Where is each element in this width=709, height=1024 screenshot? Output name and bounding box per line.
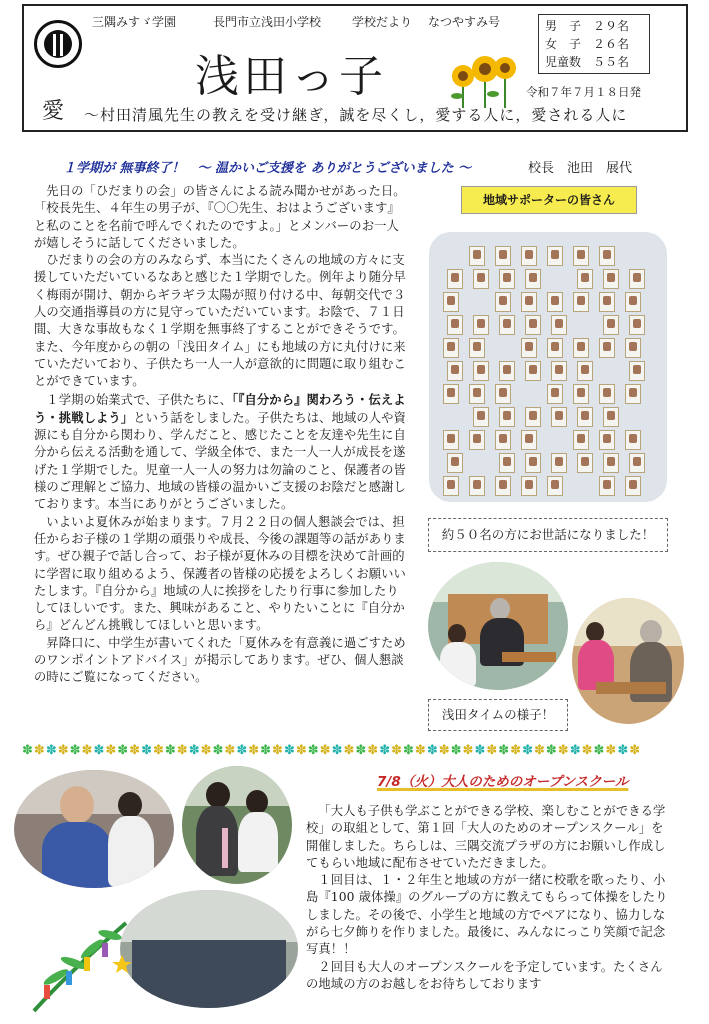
- name-card: [443, 384, 459, 404]
- name-card: [599, 338, 615, 358]
- tanabata-bamboo-icon: [26, 915, 136, 1015]
- divider-flower: ✽: [462, 744, 474, 758]
- paragraph: 先日の「ひだまりの会」の皆さんによる読み聞かせがあった日。「校長先生、４年生の男子が、『〇〇先生、おはようございます』と私のことを名前で呼んでくれたのですよ。」とメンバーのお一人が嬉しそうに話してくださいました。: [34, 184, 406, 250]
- name-card: [573, 292, 589, 312]
- divider-flower: ✽: [581, 744, 593, 758]
- name-card: [629, 269, 645, 289]
- divider-flower: ✽: [188, 744, 200, 758]
- name-card: [473, 361, 489, 381]
- divider-flower: ✽: [510, 744, 522, 758]
- name-card: [625, 338, 641, 358]
- divider-flower: ✽: [438, 744, 450, 758]
- name-card: [499, 407, 515, 427]
- name-card: [521, 338, 537, 358]
- name-card: [547, 338, 563, 358]
- divider-flower: ✽: [248, 744, 260, 758]
- name-card: [603, 315, 619, 335]
- name-card: [551, 407, 567, 427]
- divider-flower: ✽: [117, 744, 129, 758]
- name-card: [447, 315, 463, 335]
- paragraph: 昇降口に、中学生が書いてくれた「夏休みを有意義に過ごすためのワンポイントアドバイス」が掲示してあります。ぜひ、個人懇談の時にご覧になってください。: [34, 635, 406, 685]
- divider-flower: ✽: [57, 744, 69, 758]
- name-card: [469, 430, 485, 450]
- name-card: [573, 338, 589, 358]
- name-card: [625, 430, 641, 450]
- divider-flower: ✽: [474, 744, 486, 758]
- divider-flower: ✽: [93, 744, 105, 758]
- name-card: [551, 453, 567, 473]
- name-card: [577, 407, 593, 427]
- divider-flower: ✽: [272, 744, 283, 758]
- name-card: [629, 453, 645, 473]
- name-card: [599, 476, 615, 496]
- name-card: [469, 476, 485, 496]
- name-card: [525, 315, 541, 335]
- name-card: [495, 292, 511, 312]
- divider-flower: ✽: [152, 744, 164, 758]
- divider-flower: ✽: [176, 744, 188, 758]
- name-card: [547, 476, 563, 496]
- name-card: [443, 430, 459, 450]
- divider-flower: ✽: [331, 744, 343, 758]
- open-school-photo: [182, 766, 292, 884]
- name-card: [599, 430, 615, 450]
- divider-flower: ✽: [498, 744, 510, 758]
- newsletter-title: 浅田っ子: [195, 51, 387, 102]
- divider-flower: ✽: [414, 744, 426, 758]
- asada-time-photo: [428, 562, 568, 690]
- group-photo: [120, 890, 298, 1008]
- school-name: 長門市立浅田小学校: [213, 15, 322, 29]
- paragraph: ２回目も大人のオープンスクールを予定しています。たくさんの地域の方のお越しをお待ちしております: [306, 959, 663, 991]
- school-emblem-icon: [34, 20, 82, 68]
- name-card: [625, 384, 641, 404]
- name-card: [499, 453, 515, 473]
- section1-title: １学期が 無事終了！ ～ 温かいご支援を ありがとうございました ～: [63, 161, 472, 176]
- name-card: [499, 361, 515, 381]
- school-motto: ～村田清風先生の教えを受け継ぎ，誠を尽くし，愛する人に，愛される人に: [84, 106, 628, 124]
- supporters-label: 地域サポーターの皆さん: [461, 186, 637, 214]
- section2-title: 7/8（火）大人のためのオープンスクール: [377, 774, 629, 790]
- divider-flower: ✽: [557, 744, 569, 758]
- divider-flower: ✽: [307, 744, 319, 758]
- divider-flower: ✽: [533, 744, 545, 758]
- paragraph-text: １学期の始業式で、子供たちに、: [46, 392, 233, 407]
- name-card: [573, 384, 589, 404]
- divider-flower: ✽: [33, 744, 45, 758]
- divider-flower: ✽: [129, 744, 141, 758]
- name-card: [573, 246, 589, 266]
- name-card: [525, 453, 541, 473]
- name-card: [495, 430, 511, 450]
- asada-time-photo: [572, 598, 684, 724]
- sunflower-icon: [445, 52, 517, 108]
- paragraph: １回目は、１・２年生と地域の方が一緒に校歌を歌ったり、小島『100 歳体操』のグループの方に教えてもらって体操をしたりしました。その後で、小学生と地域の方でペアになり、協力しながら七夕飾りを作りました。最後に、みんなにっこり笑顔で記念写真！！: [306, 873, 668, 957]
- divider-flower: ✽: [105, 744, 117, 758]
- divider-flower: ✽: [522, 744, 533, 758]
- name-card: [625, 292, 641, 312]
- divider-flower: ✽: [343, 744, 355, 758]
- open-school-article: [306, 803, 674, 993]
- divider-flower: ✽: [295, 744, 307, 758]
- name-card: [551, 315, 567, 335]
- name-card: [495, 476, 511, 496]
- divider-flower: ✽: [200, 744, 212, 758]
- divider-flower: ✽: [593, 744, 605, 758]
- boys-count: 男 子 ２９名: [545, 19, 630, 33]
- name-card: [525, 407, 541, 427]
- divider-flower: ✽: [260, 744, 272, 758]
- name-card: [469, 246, 485, 266]
- name-card: [443, 476, 459, 496]
- divider-flower: ✽: [486, 744, 498, 758]
- divider-flower: ✽: [545, 744, 557, 758]
- paragraph-text: という話をしました。子供たちは、地域の人や資源にも自分から関わり、学んだこと、感じたことを友達や先生に自分から伝える活動を通して、学級全体で、また一人一人が成長を遂げた１学期でした。児童一人一人の努力は勿論のこと、保護者の皆様のご理解とご協力、地域の皆様の温かいご支援のお陰だと感謝しております。本当にありがとうございました。: [34, 410, 406, 512]
- divider-flower: ✽: [629, 744, 641, 758]
- newsletter-type: 学校だより: [352, 15, 413, 29]
- divider-flower: ✽: [164, 744, 176, 758]
- name-card: [447, 361, 463, 381]
- divider-flower: ✽: [391, 744, 402, 758]
- name-card: [603, 453, 619, 473]
- issue-name: なつやすみ号: [428, 15, 501, 29]
- name-card: [525, 269, 541, 289]
- enrollment-box: [538, 14, 650, 74]
- name-card: [521, 476, 537, 496]
- name-card: [625, 476, 641, 496]
- principal-message: [34, 183, 406, 687]
- divider-flower: ✽: [319, 744, 331, 758]
- name-card: [547, 246, 563, 266]
- name-card: [599, 292, 615, 312]
- name-card: [629, 361, 645, 381]
- divider-flower: ✽: [426, 744, 438, 758]
- issue-date: 令和７年７月１８日発: [526, 85, 641, 99]
- name-card: [577, 453, 593, 473]
- name-card: [603, 269, 619, 289]
- divider-flower: ✽: [212, 744, 224, 758]
- divider-flower: ✽: [224, 744, 236, 758]
- paragraph: ひだまりの会の方のみならず、本当にたくさんの地域の方々に支援していただいているなあと感じた１学期でした。例年より随分早く梅雨が開け、朝からギラギラ太陽が照り付ける中、毎朝交代で３人の交通指導員の方に見守っていただいています。お陰で、７１日間、大きな事故もなく１学期を無事終了することができそうです。また、今年度からの朝の「浅田タイム」にも地域の方に丸付けに来ていただいており、子供たち一人一人が意欲的に問題に取り組むことができています。: [34, 253, 406, 389]
- divider-flower: ✽: [617, 744, 629, 758]
- supporters-caption: 約５０名の方にお世話になりました！: [428, 518, 668, 552]
- paragraph: 「大人も子供も学ぶことができる学校、楽しむことができる学校」の取組として、第１回「大人のためのオープンスクール」を開催しました。ちらしは、三隅交流プラザの方にお願いし作成してもらい地域に配布させていただきました。: [306, 804, 666, 870]
- supporters-board-photo: [429, 232, 667, 502]
- org-name: 三隅みすゞ学園: [92, 15, 177, 29]
- name-card: [447, 269, 463, 289]
- divider-flower: ✽: [403, 744, 414, 758]
- name-card: [443, 292, 459, 312]
- name-card: [577, 269, 593, 289]
- name-card: [469, 384, 485, 404]
- decorative-divider: [22, 744, 688, 758]
- divider-flower: ✽: [22, 744, 33, 758]
- name-card: [629, 315, 645, 335]
- name-card: [473, 269, 489, 289]
- open-school-photo: [14, 770, 174, 888]
- name-card: [521, 292, 537, 312]
- name-card: [573, 430, 589, 450]
- divider-flower: ✽: [81, 744, 93, 758]
- divider-flower: ✽: [569, 744, 581, 758]
- name-card: [521, 246, 537, 266]
- motto-heading: 愛: [42, 99, 65, 124]
- paragraph: いよいよ夏休みが始まります。７月２２日の個人懇談会では、担任からお子様の１学期の頑張りや成長、今後の課題等の話があります。ぜひ親子で話し合って、お子様が夏休みの目標を決めて計画的に学習に取り組めるよう、保護者の皆様の応援をよろしくお願いいたします。『自分から』地域の人に挨拶をしたり行事に参加したりしてほしいです。また、興味があること、やりたいことに『自分から』どんどん挑戦してほしいと思います。: [34, 514, 406, 633]
- name-card: [547, 384, 563, 404]
- name-card: [551, 361, 567, 381]
- divider-flower: ✽: [450, 744, 462, 758]
- name-card: [473, 315, 489, 335]
- name-card: [547, 292, 563, 312]
- name-card: [447, 453, 463, 473]
- name-card: [469, 338, 485, 358]
- divider-flower: ✽: [69, 744, 81, 758]
- name-card: [443, 338, 459, 358]
- divider-flower: ✽: [355, 744, 367, 758]
- girls-count: 女 子 ２６名: [545, 37, 630, 51]
- divider-flower: ✽: [605, 744, 617, 758]
- divider-flower: ✽: [283, 744, 295, 758]
- asada-time-caption: 浅田タイムの様子！: [428, 699, 568, 731]
- total-count: 児童数 ５５名: [545, 55, 630, 69]
- divider-flower: ✽: [379, 744, 391, 758]
- name-card: [499, 315, 515, 335]
- name-card: [521, 430, 537, 450]
- name-card: [599, 246, 615, 266]
- name-card: [495, 246, 511, 266]
- name-card: [499, 269, 515, 289]
- paragraph: [34, 391, 406, 514]
- name-card: [599, 384, 615, 404]
- divider-flower: ✽: [45, 744, 57, 758]
- divider-flower: ✽: [367, 744, 379, 758]
- name-card: [495, 384, 511, 404]
- name-card: [525, 361, 541, 381]
- name-card: [577, 361, 593, 381]
- principal-name: 校長 池田 展代: [528, 161, 633, 176]
- name-card: [603, 407, 619, 427]
- name-card: [473, 407, 489, 427]
- divider-flower: ✽: [141, 744, 152, 758]
- slogan-emphasis: 「『自分から』関わろう・伝えよう・挑戦しよう」: [34, 391, 406, 425]
- divider-flower: ✽: [236, 744, 248, 758]
